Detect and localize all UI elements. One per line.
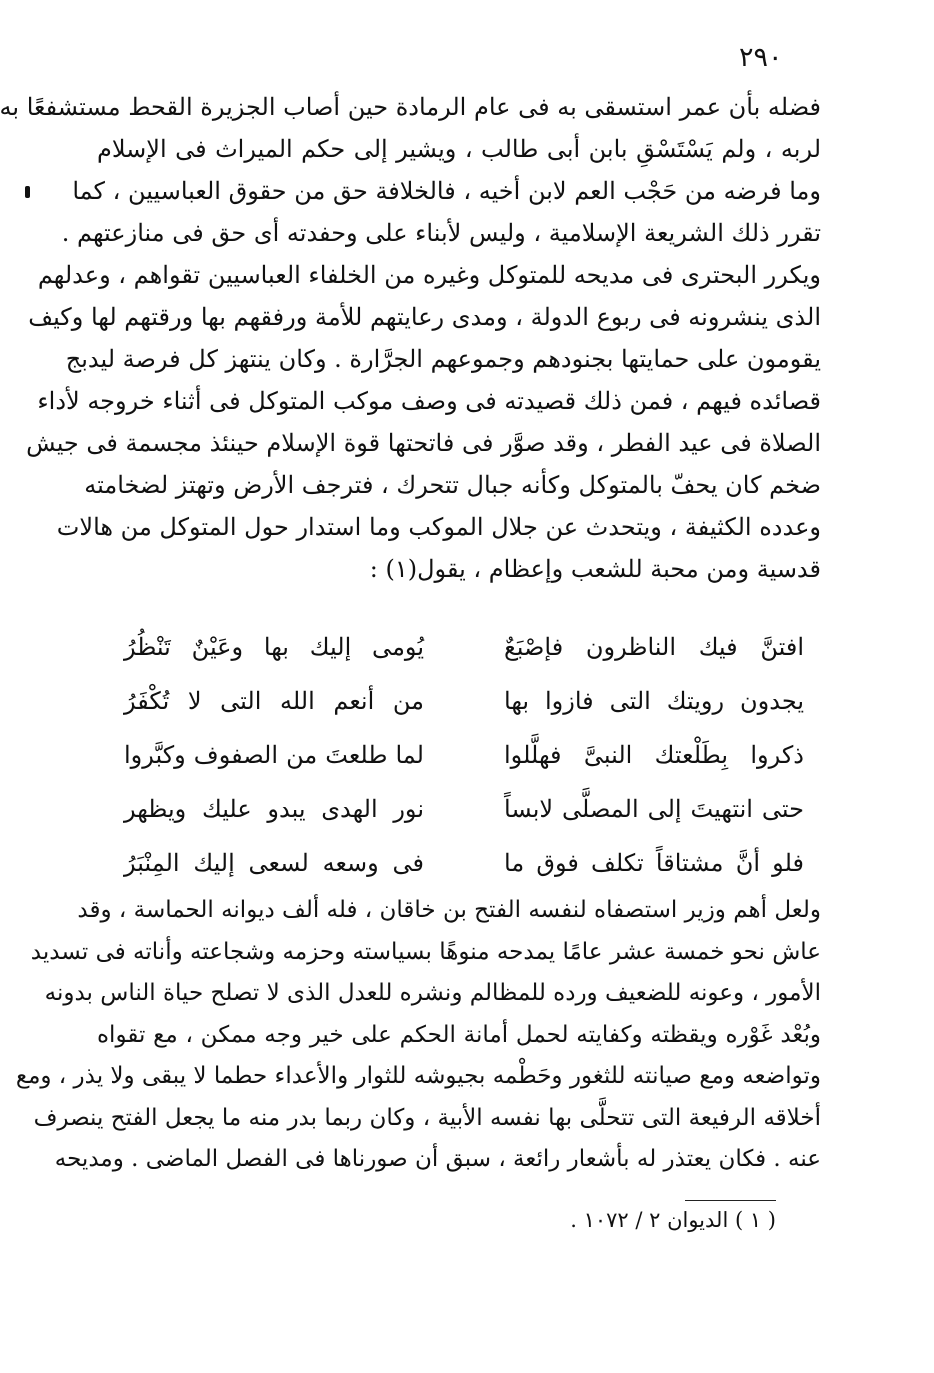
text-line: ويكرر البحترى فى مديحه للمتوكل وغيره من الخلفاء العباسيين تقواهم ، وعدلهم	[37, 261, 821, 289]
text-line: وما فرضه من حَجْب العم لابن أخيه ، فالخلافة حق من حقوق العباسيين ، كما	[72, 177, 821, 205]
verse-line	[124, 620, 804, 674]
margin-mark	[25, 186, 30, 198]
text-line: ولعل أهم وزير استصفاه لنفسه الفتح بن خاقان ، فله ألف ديوانه الحماسة ، وقد	[77, 897, 821, 923]
text-line: وعدده الكثيفة ، ويتحدث عن جلال الموكب وما استدار حول المتوكل من هالات	[56, 513, 821, 541]
verse-second-hemistich: نور الهدى يبدو عليك ويظهر	[124, 795, 424, 823]
body-text-top	[0, 86, 822, 590]
verse-second-hemistich: من أنعم الله التى لا تُكْفَرُ	[124, 687, 424, 715]
footnote: ( ١ ) الديوان ٢ / ١٠٧٢ .	[570, 1208, 776, 1232]
text-line: لربه ، ولم يَسْتَسْقِ بابن أبى طالب ، ويشير إلى حكم الميراث فى الإسلام	[97, 135, 822, 163]
verse-first-hemistich: يجدون رويتك التى فازوا بها	[504, 687, 804, 715]
verse-line	[124, 674, 804, 728]
verse-line	[124, 836, 804, 890]
verse-first-hemistich: ذكروا بِطَلْعتك النبىَّ فهلَّلوا	[504, 741, 804, 769]
text-line: تقرر ذلك الشريعة الإسلامية ، وليس لأبناء على وحفدته أى حق فى منازعتهم .	[61, 219, 821, 247]
page-number: ٢٩٠	[739, 42, 783, 73]
verse-first-hemistich: افتنَّ فيك الناظرون فإصْبَعٌ	[504, 633, 804, 661]
footnote-divider	[685, 1200, 776, 1201]
verse-line	[124, 782, 804, 836]
text-line: عنه . فكان يعتذر له بأشعار رائعة ، سبق أن صورناها فى الفصل الماضى . ومديحه	[54, 1146, 821, 1172]
text-line: أخلاقه الرفيعة التى تتحلَّى بها نفسه الأبية ، وكان ربما بدر منه ما يجعل الفتح ينصرف	[33, 1104, 821, 1131]
poem-block	[124, 620, 804, 890]
verse-first-hemistich: حتى انتهيتَ إلى المصلَّى لابساً	[504, 795, 804, 823]
verse-line	[124, 728, 804, 782]
text-line: عاش نحو خمسة عشر عامًا يمدحه منوهًا بسياسته وحزمه وشجاعته وأناته فى تسديد	[30, 938, 821, 965]
verse-second-hemistich: فى وسعه لسعى إليك المِنْبَرُ	[124, 849, 424, 877]
text-line: وتواضعه ومع صيانته للثغور وحَطْمه بجيوشه للثوار والأعداء حطما لا يبقى ولا يذر ، ومع	[15, 1063, 821, 1089]
text-line: ضخم كان يحفّ بالمتوكل وكأنه جبال تتحرك ، فترجف الأرض وتهتز لضخامته	[84, 471, 821, 499]
text-line: الصلاة فى عيد الفطر ، وقد صوَّر فى فاتحتها قوة الإسلام حينئذ مجسمة فى جيش	[26, 429, 821, 457]
text-line: الذى ينشرونه فى ربوع الدولة ، ومدى رعايتهم للأمة ورفقهم بها ورقتهم لها وكيف	[28, 303, 821, 331]
text-line: يقومون على حمايتها بجنودهم وجموعهم الجرَّارة . وكان ينتهز كل فرصة ليدبج	[65, 345, 821, 373]
verse-second-hemistich: يُومى إليك بها وعَيْنٌ تَنْظُرُ	[124, 633, 424, 661]
verse-first-hemistich: فلو أنَّ مشتاقاً تكلف فوق ما	[504, 849, 804, 877]
text-line: الأمور ، وعونه للضعيف ورده للمظالم ونشره للعدل الذى لا تصلح حياة الناس بدونه	[44, 980, 821, 1006]
text-line: فضله بأن عمر استسقى به فى عام الرمادة حين أصاب الجزيرة القحط مستشفعًا به	[0, 93, 821, 121]
text-line: وبُعْد غَوْره ويقظته وكفايته لحمل أمانة الحكم على خير وجه ممكن ، مع تقواه	[97, 1021, 821, 1048]
text-line: قصائده فيهم ، فمن ذلك قصيدته فى وصف موكب المتوكل فى أثناء خروجه لأداء	[37, 387, 821, 415]
text-line: قدسية ومن محبة للشعب وإعظام ، يقول(١) :	[369, 555, 821, 583]
body-text-bottom	[15, 890, 821, 1181]
verse-second-hemistich: لما طلعتَ من الصفوف وكبَّروا	[124, 741, 424, 769]
